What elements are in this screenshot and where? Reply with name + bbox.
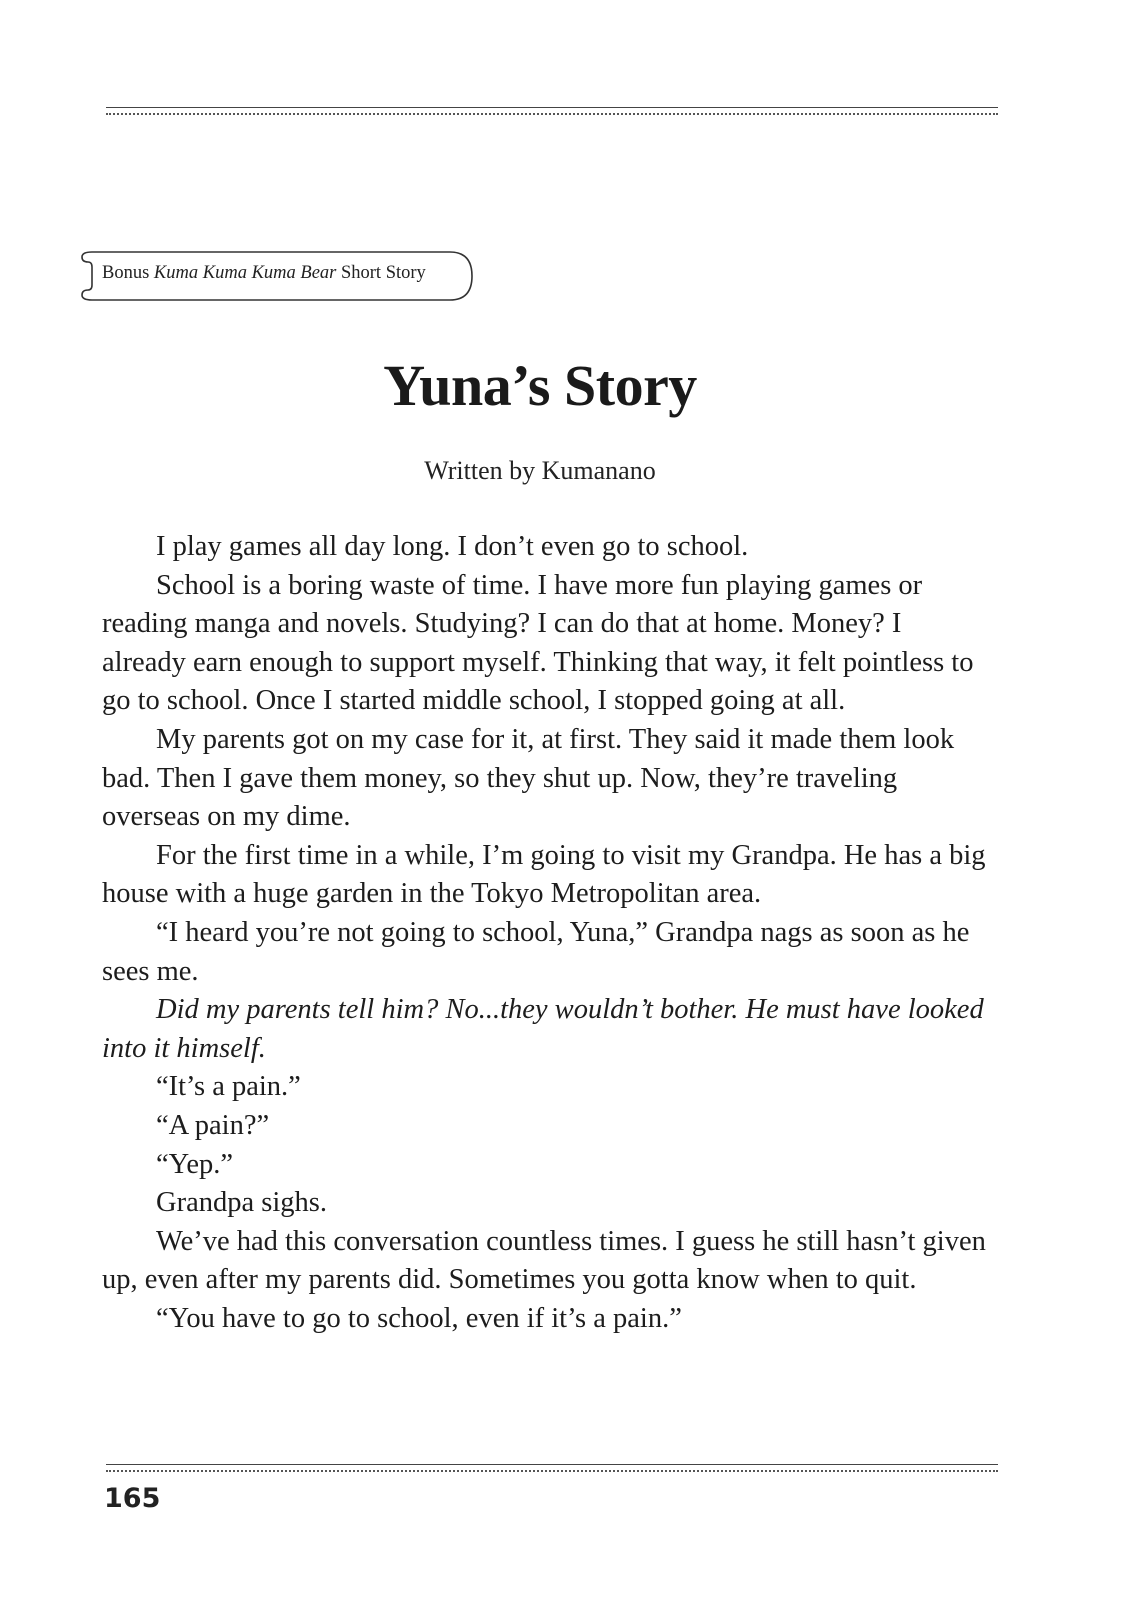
- banner-series-title: Kuma Kuma Kuma Bear: [153, 263, 337, 283]
- paragraph: My parents got on my case for it, at first. They said it made them look bad. Then I gave them money, so they shut up. Now, they’re traveling overseas on my dime.: [102, 723, 955, 833]
- paragraph: “A pain?”: [156, 1109, 270, 1141]
- story-byline: Written by Kumanano: [424, 456, 656, 485]
- paragraph: “I heard you’re not going to school, Yuna,” Grandpa nags as soon as he sees me.: [102, 916, 970, 987]
- paragraph: “Yep.”: [156, 1148, 234, 1180]
- top-rule: [106, 106, 998, 120]
- bottom-rule-line: [106, 1464, 998, 1465]
- top-rule-dots: [106, 113, 998, 115]
- banner-text: [102, 263, 426, 284]
- paragraph: Grandpa sighs.: [156, 1187, 327, 1219]
- paragraph-italic-thought: Did my parents tell him? No...they wouldn’t bother. He must have looked into it himself.: [102, 994, 984, 1064]
- page-number: 165: [104, 1483, 161, 1514]
- story-title: Yuna’s Story: [383, 353, 697, 418]
- story-body: [102, 528, 987, 1338]
- banner-prefix: Bonus: [102, 263, 154, 283]
- paragraph: We’ve had this conversation countless times. I guess he still hasn’t given up, even after my parents did. Sometimes you gotta know when to quit.: [102, 1225, 986, 1296]
- paragraph: I play games all day long. I don’t even go to school.: [156, 531, 749, 562]
- paragraph: “You have to go to school, even if it’s a pain.”: [156, 1302, 682, 1334]
- paragraph: School is a boring waste of time. I have more fun playing games or reading manga and novels. Studying? I can do that at home. Money? I already earn enough to support myself. Thinking that way, it felt pointless to go to school. Once I started middle school, I stopped going at all.: [102, 569, 974, 717]
- top-rule-line: [106, 107, 998, 108]
- paragraph: For the first time in a while, I’m going to visit my Grandpa. He has a big house with a huge garden in the Tokyo Metropolitan area.: [102, 839, 986, 910]
- bottom-rule: [106, 1463, 998, 1477]
- paragraph: “It’s a pain.”: [156, 1071, 301, 1103]
- bottom-rule-dots: [106, 1470, 998, 1472]
- banner-suffix: Short Story: [336, 263, 426, 283]
- bonus-story-banner: [78, 250, 476, 302]
